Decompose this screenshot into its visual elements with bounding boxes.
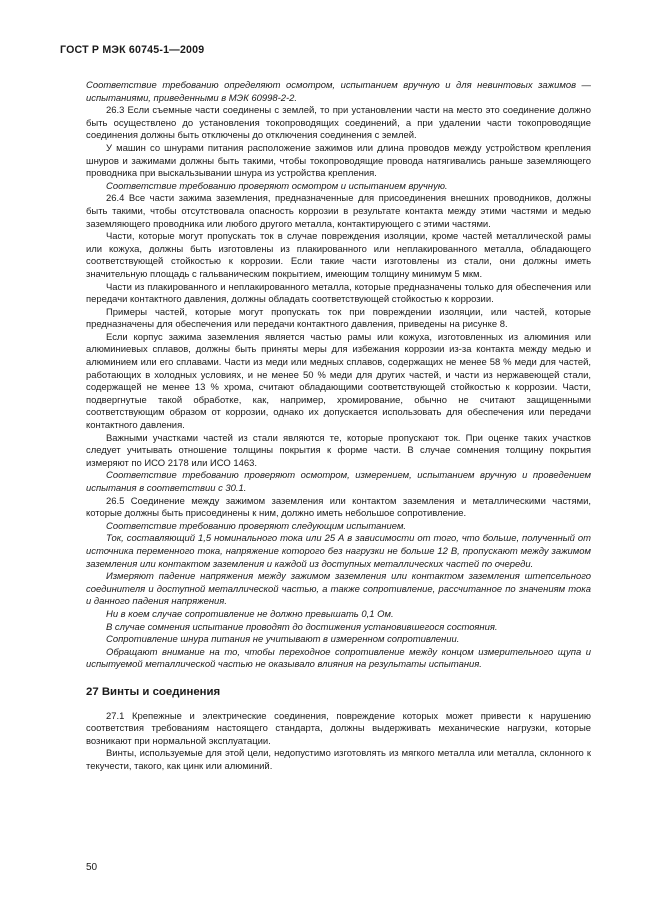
section-heading: 27 Винты и соединения	[86, 685, 221, 698]
paragraph: Части, которые могут пропускать ток в случае повреждения изоляции, кроме частей металлической рамы или кожуха, должны быть изготовлены из плакированного или неплакированного металла, обладающего соответствующей стойкостью к коррозии. Если такие части изготовлены из стали, они должны иметь значительную площадь с гальваническим покрытием, имеющим толщину минимум 5 мкм.	[86, 231, 591, 280]
paragraph: 26.5 Соединение между зажимом заземления или контактом заземления и металлическими частями, которые должны быть присоединены к ним, должно иметь небольшое сопротивление.	[86, 495, 591, 520]
paragraph: В случае сомнения испытание проводят до достижения установившегося состояния.	[106, 621, 498, 633]
paragraph: Соответствие требованию проверяют осмотром и испытанием вручную.	[106, 180, 448, 192]
paragraph: 27.1 Крепежные и электрические соединения, повреждение которых может привести к нарушению соответствия требованиям настоящего стандарта, должны выдерживать механические нагрузки, которые возникают при нормальной эксплуатации.	[86, 710, 591, 747]
paragraph: Измеряют падение напряжения между зажимом заземления или контактом заземления штепсельного соединителя и доступной металлической частью, а также сопротивление, рассчитанное по значениям тока и данного падения напряжения.	[86, 571, 591, 608]
paragraph: 26.3 Если съемные части соединены с землей, то при установлении части на место это соединение должно быть осуществлено до установления токопроводящих соединений, а при удалении части токопроводящие соединения должны быть отключены до отключения соединения с землей.	[86, 105, 591, 142]
section-26-paragraphs	[86, 80, 591, 672]
paragraph: Соответствие требованию проверяют осмотром, измерением, испытанием вручную и проведением испытания в соответствии с 30.1.	[86, 470, 591, 494]
paragraph: Части из плакированного и неплакированного металла, которые предназначены только для обеспечения или передачи контактного давления, должны обладать соответствующей стойкостью к коррозии.	[86, 281, 591, 306]
paragraph: Ни в коем случае сопротивление не должно превышать 0,1 Ом.	[106, 608, 394, 620]
paragraph: Примеры частей, которые могут пропускать ток при повреждении изоляции, или частей, которые предназначены для обеспечения или передачи контактного давления, приведены на рисунке 8.	[86, 306, 591, 331]
paragraph: Ток, составляющий 1,5 номинального тока или 25 А в зависимости от того, что больше, полученный от источника переменного тока, напряжение которого без нагрузки не больше 12 В, пропускают между зажимом заземления или контактом заземления и каждой из доступных металлических частей по очереди.	[86, 533, 591, 570]
paragraph: Если корпус зажима заземления является частью рамы или кожуха, изготовленных из алюминия или алюминиевых сплавов, должны быть приняты меры для избежания коррозии из-за контакта между медью и алюминием или его сплавами. Части из меди или медных сплавов, содержащих не менее 58 % меди для частей, работающих в холодных условиях, и не менее 50 % меди для других частей, и части из нержавеющей стали, содержащей не менее 13 % хрома, считают обладающими соответствующей стойкостью к коррозии. Части, подвергнутые такой обработке, как, например, хромирование, обычно не считают защищенными соответствующим образом от коррозии, однако их допускается использовать для обеспечения или передачи контактного давления.	[86, 331, 591, 432]
paragraph: Соответствие требованию проверяют следующим испытанием.	[106, 520, 407, 532]
paragraph: Сопротивление шнура питания не учитывают в измеренном сопротивлении.	[106, 634, 460, 646]
paragraph: Обращают внимание на то, чтобы переходное сопротивление между концом измерительного щупа и испытуемой металлической частью не оказывало влияния на результаты испытания.	[86, 646, 591, 671]
page-number: 50	[86, 862, 98, 873]
paragraph: Винты, используемые для этой цели, недопустимо изготовлять из мягкого металла или металла, склонного к текучести, такого, как цинк или алюминий.	[86, 748, 591, 772]
section-27-paragraphs	[86, 711, 591, 774]
paragraph: Соответствие требованию определяют осмотром, испытанием вручную и для невинтовых зажимов — испытаниями, приведенными в МЭК 60998-2-2.	[86, 80, 591, 104]
paragraph: 26.4 Все части зажима заземления, предназначенные для присоединения внешних проводников, должны быть такими, чтобы отсутствовала опасность коррозии в результате контакта между этими частями и медью заземляющего проводника или любого другого металла, контактирующего с этими частями.	[86, 193, 591, 230]
standard-header: ГОСТ Р МЭК 60745-1—2009	[60, 44, 205, 56]
document-body	[86, 80, 591, 773]
paragraph: У машин со шнурами питания расположение зажимов или длина проводов между устройством крепления шнуров и зажимами должны быть такими, чтобы токопроводящие провода натягивались раньше заземляющего проводника при выскальзывании шнура из устройства крепления.	[86, 142, 591, 180]
paragraph: Важными участками частей из стали являются те, которые пропускают ток. При оценке таких участков следует учитывать отношение толщины покрытия к форме части. В случае сомнения толщину покрытия измеряют по ИСО 2178 или ИСО 1463.	[86, 432, 591, 469]
